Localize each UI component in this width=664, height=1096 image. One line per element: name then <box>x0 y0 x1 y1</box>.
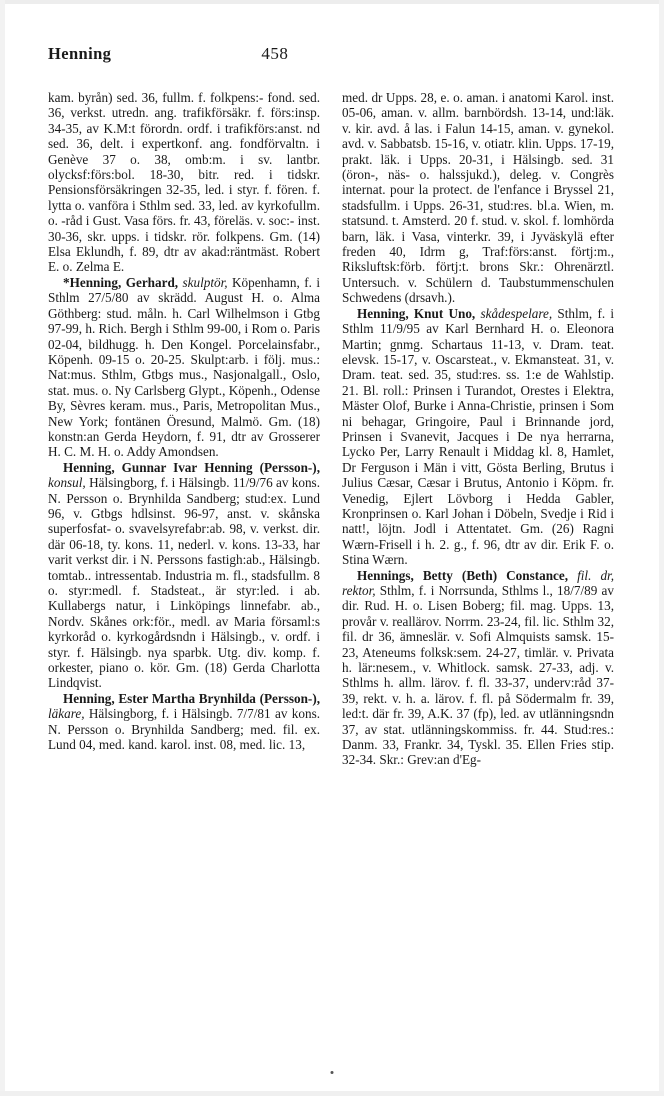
entry-surname: Henning, <box>357 305 409 321</box>
entry-continuation-kam-byran: kam. byrån) sed. 36, fullm. f. folkpens:- fond. sed. 36, verkst. utredn. ang. trafikförsäkr. f. förs:insp. 34-35, av K.M:t förordn. ordf. i trafikförs:anst. nd sed. 36, delt. i expertkonf. ang. fondförvaltn. i Genève 37 o. 38, omb:m. i sv. lantbr. olycksf:förs:bol. 18-30, bitr. red. i tidskr. Pensionsförsäkringen 32-35, led. i styr. f. fören. f. lytta o. vanföra i Sthlm sed. 33, led. av kyrkofullm. o. -råd i Gust. Vasa förs. fr. 43, föreläs. v. soc:- inst. 30-36, skr. upps. i tidskr. rör. folkpens. Gm. (14) Elsa Eklundh, f. 89, dtr av akad:räntmäst. Robert E. o. Zelma E. <box>48 90 320 275</box>
entry-given-name: Ester Martha <box>118 690 196 706</box>
two-column-body <box>48 90 616 768</box>
page-edge-right <box>659 0 664 1096</box>
entry-hennings-betty-beth <box>342 568 614 768</box>
entry-henning-ester-martha <box>48 691 320 753</box>
entry-alt-name: Brynhilda (Persson-), <box>198 690 321 706</box>
entry-given-name: Knut Uno, <box>413 305 476 321</box>
page-edge-left <box>0 0 5 1096</box>
entry-surname: Henning, <box>63 459 115 475</box>
entry-given-name: Betty (Beth) <box>422 567 498 583</box>
entry-profession: konsul, <box>48 475 86 491</box>
entry-surname: Hennings, <box>357 567 414 583</box>
page-number: 458 <box>261 44 289 63</box>
entry-surname: Henning, <box>63 690 115 706</box>
entry-alt-name: Henning (Persson-), <box>204 459 320 475</box>
running-head: Henning <box>48 44 112 63</box>
entry-continuation-med-dr-upps: med. dr Upps. 28, e. o. aman. i anatomi Karol. inst. 05-06, aman. v. allm. barnbördsh. 13-14, und:läk. v. kir. avd. å las. i Falun 14-15, aman. v. gynekol. avd. v. Sabbatsb. 15-16, v. otiatr. klin. Upps. 17-19, prakt. läk. i Upps. 20-31, i Hälsingb. sed. 31 (öron-, näs- o. halssjukd.), deleg. v. Congrès internat. pour la protect. de l'enfance i Bryssel 21, stadsfullm. i Upps. 26-31, stud:res. bl.a. Wien, m. statsund. t. Amsterd. 20 f. stud. v. skol. f. lomhörda barn, läk. i Vasa, vinterkr. 39, i Jyväskylä efter freden 40, Idrm g, Traf:förs:anst. förtj:m., Riksluftsk:förb. förtj:t. brons Skr.: Ohrenärztl. Untersuch. v. Schülern d. Taubstummenschulen Schwedens (drsavh.). <box>342 90 614 306</box>
entry-body: Sthlm, f. i Norrsunda, Sthlms l., 18/7/89 av dir. Rud. H. o. Lisen Boberg; fil. mag. Upps. 13, provår v. reallärov. Norrm. 23-24, fil. lic. Sthlm 32, fil. dr 36, ämneslär. v. Sofi Almquists samsk. 15-23, Ateneums folksk:sem. 24-27, timlär. v. Privata h. lär:nesem., v. Whitlock. samsk. 27-33, adj. v. Sthlms h. allm. lärov. f. fl. 33-37, underv:råd 37-39, rekt. v. h. a. lärov. f. fl. på Södermalm fr. 39, led:t. där fr. 39, A.K. 37 (fp), led. av utlänningsndn 37, av stat. utlänningskommiss. fr. 44. Stud:res.: Danm. 33, Frankr. 34, Tyskl. 35. Ellen Fries stip. 32-34. Skr.: Grev:an d'Eg- <box>342 583 615 768</box>
right-column <box>342 90 614 768</box>
entry-body: Hälsingborg, f. i Hälsingb. 11/9/76 av kons. N. Persson o. Brynhilda Sandberg; stud:ex. Lund 96, v. Gtbgs hdlsinst. 96-97, anst. v. skånska superfosfat- o. svavelsyrefabr:ab. 98, v. verkst. dir. där 06-18, ty. kons. 11, nederl. v. kons. 13-33, har varit verkst dir. i N. Perssons fastigh:ab., Hälsingb. tomtab.. intressentab. Industria m. fl., stadsfullm. 8 o. styr:medl. f. Stadsteat., är styr:led. i ab. Kullabergs natur, i Linköpings linnefabr. ab., Nordv. Skånes ork:för., medl. av Maria församl:s kyrkoråd o. kyrkogårdsndn i Hälsingb., v. ordf. i styr. f. Hälsingb. nya sparbk. Utg. div. komp. f. orkester, piano o. kör. Gm. (18) Gerda Charlotta Lindqvist. <box>48 475 320 691</box>
entry-surname: Henning, <box>69 274 122 290</box>
footer-mark <box>331 1071 334 1074</box>
entry-profession: skådespelare, <box>480 305 553 321</box>
entry-profession: fil. dr, rektor, <box>342 567 615 598</box>
entry-alt-name: Constance, <box>506 567 569 583</box>
entry-henning-gerhard <box>48 275 320 460</box>
entry-henning-gunnar-ivar <box>48 460 320 691</box>
page-edge-bottom <box>0 1091 664 1096</box>
entry-star: * <box>63 274 70 290</box>
entry-body: Hälsingborg, f. i Hälsingb. 7/7/81 av kons. N. Persson o. Brynhilda Sandberg; med. fil. ex. Lund 04, med. kand. karol. inst. 08, med. lic. 13, <box>48 706 320 753</box>
entry-profession: läkare, <box>48 706 85 722</box>
left-column <box>48 90 320 768</box>
entry-profession: skulptör, <box>182 274 228 290</box>
page-header <box>48 44 616 72</box>
entry-henning-knut-uno <box>342 306 614 568</box>
entry-given-name: Gunnar Ivar <box>121 459 198 475</box>
page-edge-top <box>0 0 664 4</box>
entry-body: Sthlm, f. i Sthlm 11/9/95 av Karl Bernhard H. o. Eleonora Martin; gnmg. Schartaus 11-13, v. Dram. teat. elevsk. 15-17, v. Oscarsteat., v. Ekmansteat. 31, v. Dram. teat. sed. 35, stud:res. ss. 1:e de Wahlstip. 21. Bl. roll.: Prinsen i Turandot, Orestes i Elektra, Mäster Olof, Burke i Anna-Christie, prinsen i Som ni behagar, Gringoire, Paul i Brinnande jord, Prinsen i Svanevit, Jacques i De nya herrarna, Lycko Per, Larry Renault i Middag kl. 8, Hamlet, Dr Ferguson i Män i vitt, Gösta Berling, Brutus i Julius Cæsar, Cæsar i Brutus, Antonio i Köpm. fr. Venedig, Ejlert Lövborg i Hedda Gabler, Kronprinsen o. Karl Johan i Döbeln, Svedje i Rid i natt!, löjtn. Jodl i Attentatet. Gm. (26) Ragni Wærn-Frisell i h. 2. g., f. 96, dtr av dir. Erik F. o. Stina Wærn. <box>342 305 615 568</box>
entry-body: Köpenhamn, f. i Sthlm 27/5/80 av skrädd. August H. o. Alma Göthberg: stud. måln. h. Carl Wilhelmson i Gtbg 97-99, h. Rich. Bergh i Sthlm 99-00, i Rom o. Paris 02-04, bildhugg. h. Den Kongel. Porcelainsfabr., Köpenh. 09-15 o. 20-25. Skulpt:arb. i följ. mus.: Nat:mus. Sthlm, Gtbgs mus., Nasjonalgall., Oslo, stat. mus. o. Ny Carlsberg Glypt., Köpenh., Odense By, Sèvres keram. mus., Paris, Metropolitan Mus., New York; fontänen Öresund, Malmö. Gm. (18) konstn:an Gerda Heydorn, f. 91, dtr av Grosserer H. C. M. H. o. Addy Amondsen. <box>48 274 321 460</box>
entry-given-name: Gerhard, <box>125 274 179 290</box>
